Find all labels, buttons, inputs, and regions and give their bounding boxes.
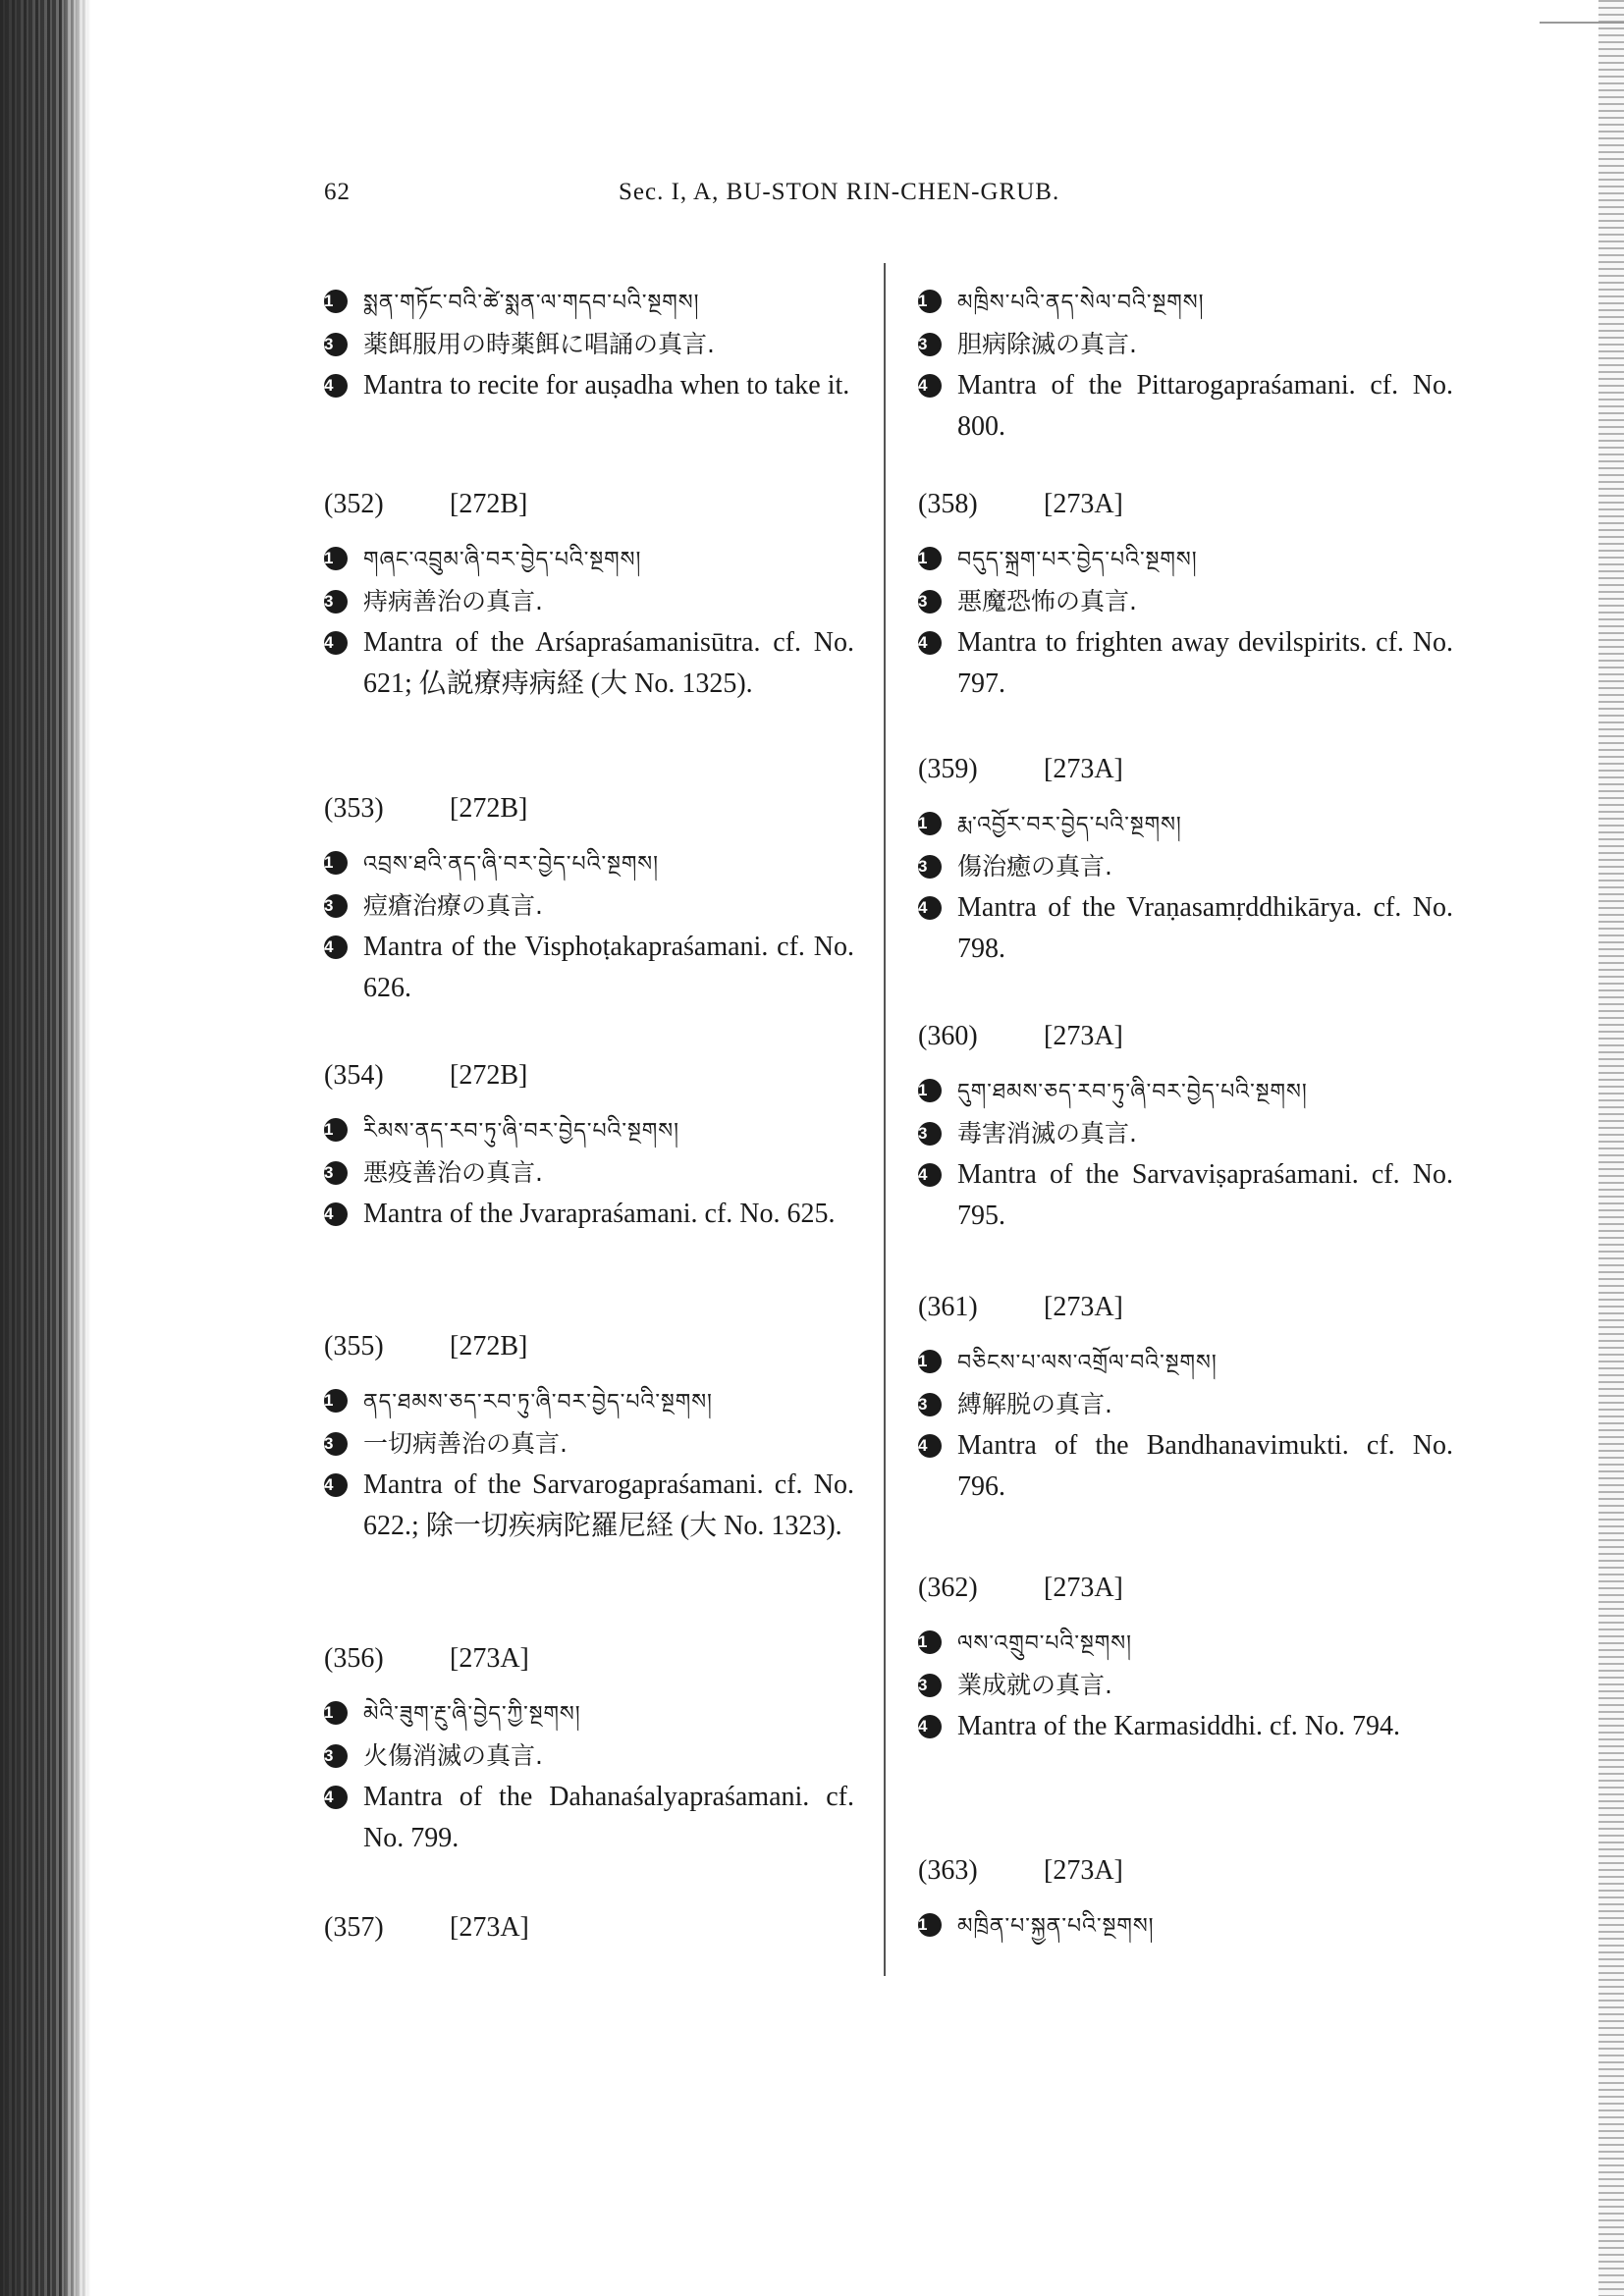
entry-number: (359) — [918, 754, 978, 784]
folio-ref: [273A] — [1044, 1021, 1123, 1051]
marker-four: 4 — [324, 1473, 348, 1497]
marker-three: 3 — [324, 333, 348, 356]
japanese-title: 薬餌服用の時薬餌に唱誦の真言. — [363, 330, 715, 358]
english-title: Mantra to recite for auṣadha when to take it. — [363, 370, 850, 400]
marker-three: 3 — [918, 1674, 942, 1697]
entry-number: (353) — [324, 793, 384, 824]
entry-361 — [918, 1288, 1453, 1508]
marker-four: 4 — [918, 1163, 942, 1187]
marker-one: 1 — [918, 547, 942, 570]
entry-360 — [918, 1017, 1453, 1237]
marker-three: 3 — [918, 855, 942, 879]
column-divider — [884, 263, 886, 1976]
marker-four: 4 — [918, 1715, 942, 1738]
marker-four: 4 — [324, 374, 348, 398]
page-header — [324, 179, 1286, 218]
marker-one: 1 — [918, 812, 942, 835]
tibetan-title: རིམས་ནད་རབ་ཏུ་ཞི་བར་བྱེད་པའི་སྔགས། — [363, 1119, 679, 1144]
folio-ref: [272B] — [450, 489, 528, 519]
english-title: Mantra of the Arśapraśamanisūtra. cf. No. 621; 仏説療痔病経 (大 No. 1325). — [363, 627, 854, 699]
marker-three: 3 — [918, 333, 942, 356]
entry-353 — [324, 789, 854, 1009]
entry-number: (357) — [324, 1912, 384, 1943]
marker-one: 1 — [918, 1079, 942, 1102]
marker-four: 4 — [324, 935, 348, 959]
folio-ref: [273A] — [1044, 1573, 1123, 1603]
marker-four: 4 — [918, 631, 942, 655]
scan-edge-left — [0, 0, 90, 2296]
page-number: 62 — [324, 179, 351, 205]
marker-one: 1 — [324, 547, 348, 570]
tibetan-title: ནད་ཐམས་ཅད་རབ་ཏུ་ཞི་བར་བྱེད་པའི་སྔགས། — [363, 1390, 713, 1415]
tibetan-title: མཁྲིན་པ་སྐྱན་པའི་སྔགས། — [957, 1914, 1155, 1939]
marker-one: 1 — [324, 1118, 348, 1142]
japanese-title: 火傷消滅の真言. — [363, 1741, 543, 1770]
english-title: Mantra of the Sarvaviṣapraśamani. cf. No. 795. — [957, 1159, 1453, 1231]
entry-357-continued — [918, 281, 1453, 448]
marker-one: 1 — [918, 1630, 942, 1654]
tibetan-title: བདུད་སྐྲག་པར་བྱེད་པའི་སྔགས། — [957, 548, 1198, 572]
tibetan-title: བཅིངས་པ་ལས་འགྲོལ་བའི་སྔགས། — [957, 1351, 1218, 1375]
entry-number: (354) — [324, 1060, 384, 1091]
marker-three: 3 — [324, 894, 348, 918]
marker-three: 3 — [324, 1161, 348, 1185]
entry-number: (360) — [918, 1021, 978, 1051]
marker-three: 3 — [324, 590, 348, 614]
marker-four: 4 — [918, 1434, 942, 1458]
entry-354 — [324, 1056, 854, 1235]
folio-ref: [272B] — [450, 1331, 528, 1362]
entry-352 — [324, 485, 854, 705]
english-title: Mantra of the Karmasiddhi. cf. No. 794. — [957, 1711, 1400, 1741]
entry-359 — [918, 750, 1453, 970]
english-title: Mantra to frighten away devilspirits. cf. No. 797. — [957, 627, 1453, 699]
entry-number: (358) — [918, 489, 978, 519]
entry-number: (363) — [918, 1855, 978, 1886]
folio-ref: [273A] — [1044, 754, 1123, 784]
marker-three: 3 — [324, 1432, 348, 1456]
entry-number: (362) — [918, 1573, 978, 1603]
entry-continuation — [324, 281, 854, 406]
entry-number: (356) — [324, 1643, 384, 1674]
entry-358 — [918, 485, 1453, 705]
tibetan-title: དུག་ཐམས་ཅད་རབ་ཏུ་ཞི་བར་བྱེད་པའི་སྔགས། — [957, 1080, 1308, 1104]
marker-four: 4 — [918, 896, 942, 920]
marker-four: 4 — [324, 1786, 348, 1809]
english-title: Mantra of the Visphoṭakapraśamani. cf. No. 626. — [363, 932, 854, 1003]
marker-four: 4 — [324, 1202, 348, 1226]
folio-ref: [273A] — [450, 1643, 529, 1674]
japanese-title: 縛解脱の真言. — [957, 1390, 1112, 1418]
tibetan-title: གཞང་འབྲུམ་ཞི་བར་བྱེད་པའི་སྔགས། — [363, 548, 642, 572]
running-title: Sec. I, A, BU-STON RIN-CHEN-GRUB. — [619, 179, 1060, 205]
entry-362 — [918, 1569, 1453, 1747]
tibetan-title: སྨན་གཏོང་བའི་ཚེ་སྨན་ལ་གདབ་པའི་སྔགས། — [363, 291, 700, 315]
marker-one: 1 — [324, 1389, 348, 1413]
japanese-title: 痔病善治の真言. — [363, 587, 543, 615]
scan-mark — [1540, 22, 1624, 24]
tibetan-title: མཁྲིས་པའི་ནད་སེལ་བའི་སྔགས། — [957, 291, 1205, 315]
entry-number: (361) — [918, 1292, 978, 1322]
marker-one: 1 — [918, 290, 942, 313]
entry-363 — [918, 1851, 1453, 1948]
japanese-title: 業成就の真言. — [957, 1671, 1112, 1699]
folio-ref: [273A] — [1044, 489, 1123, 519]
marker-three: 3 — [918, 1122, 942, 1146]
folio-ref: [273A] — [1044, 1292, 1123, 1322]
marker-one: 1 — [918, 1913, 942, 1937]
tibetan-title: འབྲས་ཐའི་ནད་ཞི་བར་བྱེད་པའི་སྔགས། — [363, 852, 660, 877]
japanese-title: 傷治癒の真言. — [957, 852, 1112, 881]
folio-ref: [273A] — [450, 1912, 529, 1943]
english-title: Mantra of the Vraṇasamṛddhikārya. cf. No. 798. — [957, 892, 1453, 964]
marker-one: 1 — [918, 1350, 942, 1373]
entry-number: (352) — [324, 489, 384, 519]
japanese-title: 悪疫善治の真言. — [363, 1158, 543, 1187]
folio-ref: [272B] — [450, 1060, 528, 1091]
marker-three: 3 — [918, 590, 942, 614]
english-title: Mantra of the Pittarogapraśamani. cf. No. 800. — [957, 370, 1453, 442]
tibetan-title: རྨ་འབྱོར་བར་བྱེད་པའི་སྔགས། — [957, 813, 1182, 837]
english-title: Mantra of the Jvarapraśamani. cf. No. 625. — [363, 1199, 836, 1229]
marker-one: 1 — [324, 290, 348, 313]
marker-three: 3 — [918, 1393, 942, 1416]
marker-one: 1 — [324, 851, 348, 875]
japanese-title: 痘瘡治療の真言. — [363, 891, 543, 920]
tibetan-title: མེའི་ཟུག་རྔུ་ཞི་བྱེད་ཀྱི་སྔགས། — [363, 1702, 581, 1727]
folio-ref: [272B] — [450, 793, 528, 824]
japanese-title: 胆病除滅の真言. — [957, 330, 1137, 358]
entry-357 — [324, 1908, 854, 1948]
scan-edge-right — [1598, 0, 1624, 2296]
japanese-title: 悪魔恐怖の真言. — [957, 587, 1137, 615]
entry-356 — [324, 1639, 854, 1859]
marker-one: 1 — [324, 1701, 348, 1725]
entry-number: (355) — [324, 1331, 384, 1362]
marker-four: 4 — [324, 631, 348, 655]
japanese-title: 毒害消滅の真言. — [957, 1119, 1137, 1148]
english-title: Mantra of the Sarvarogapraśamani. cf. No. 622.; 除一切疾病陀羅尼経 (大 No. 1323). — [363, 1469, 854, 1541]
entry-355 — [324, 1327, 854, 1547]
marker-four: 4 — [918, 374, 942, 398]
tibetan-title: ལས་འགྲུབ་པའི་སྔགས། — [957, 1631, 1132, 1656]
english-title: Mantra of the Dahanaśalyapraśamani. cf. No. 799. — [363, 1782, 854, 1853]
japanese-title: 一切病善治の真言. — [363, 1429, 568, 1458]
english-title: Mantra of the Bandhanavimukti. cf. No. 796. — [957, 1430, 1453, 1502]
marker-three: 3 — [324, 1744, 348, 1768]
folio-ref: [273A] — [1044, 1855, 1123, 1886]
